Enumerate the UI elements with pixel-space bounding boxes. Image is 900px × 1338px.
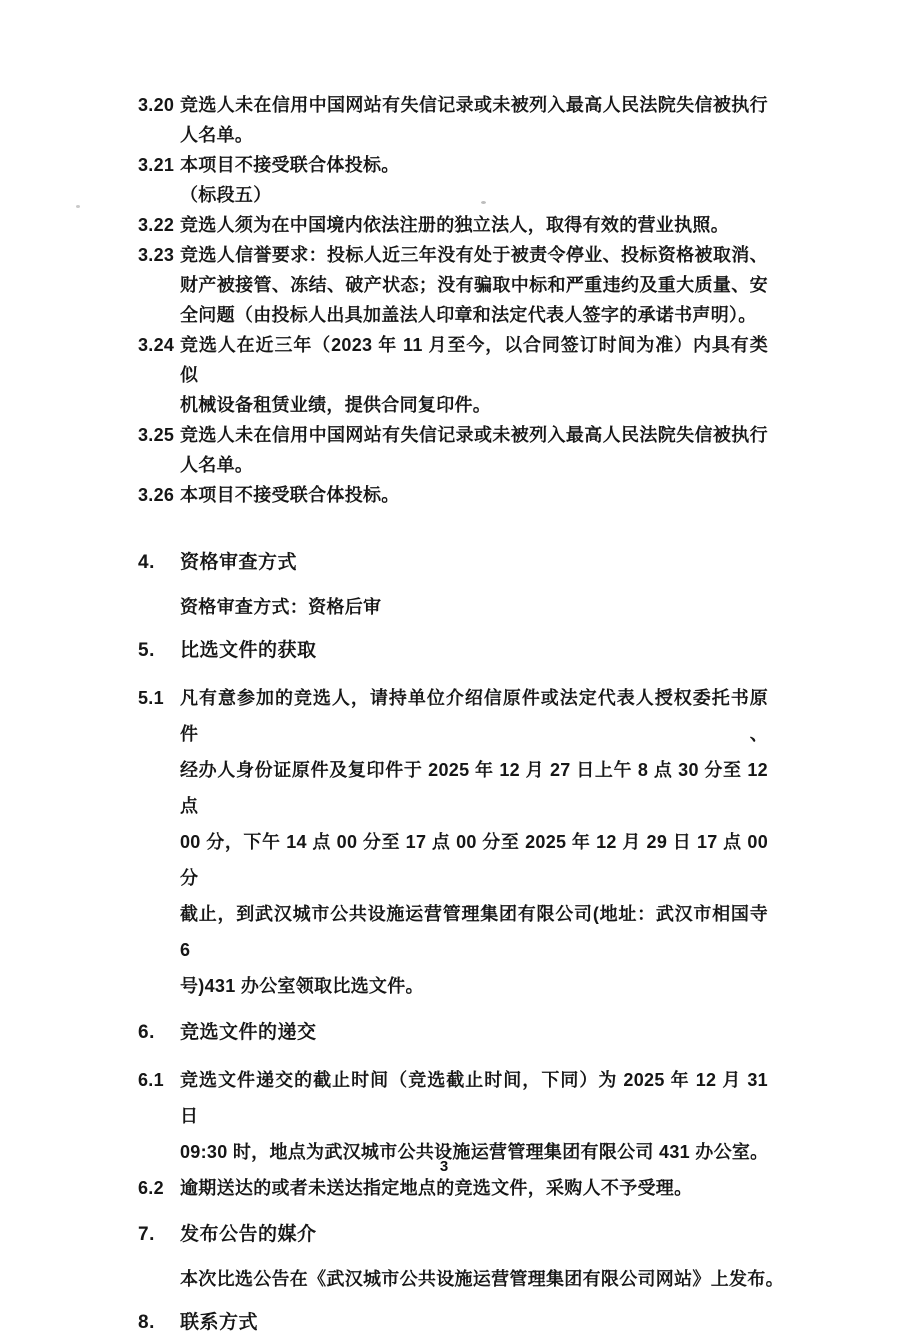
item-number: 5.1: [138, 688, 164, 708]
section-heading: [138, 548, 778, 578]
item-lines: [180, 592, 778, 622]
item-lines: [180, 480, 778, 510]
section-title: 发布公告的媒介: [180, 1224, 317, 1245]
item-lines: [180, 90, 778, 150]
item-lines: [180, 1062, 778, 1170]
item-lines: [180, 680, 778, 1004]
text-line: 财产被接管、冻结、破产状态；没有骗取中标和严重违约及重大质量、安: [180, 275, 768, 295]
item-number: 3.26: [138, 485, 175, 505]
section-heading: [138, 1308, 778, 1338]
list-item: [138, 680, 778, 1004]
text-line: 00 分，下午 14 点 00 分至 17 点 00 分至 2025 年 12 月 29 日 17 点 00 分: [180, 832, 768, 888]
scan-speck: [76, 205, 80, 208]
item-number: 3.21: [138, 155, 175, 175]
item-number: 3.24: [138, 335, 175, 355]
item-lines: [180, 240, 778, 330]
item-number: 3.20: [138, 95, 175, 115]
document-body: [138, 90, 784, 1338]
text-line: 本项目不接受联合体投标。: [180, 485, 400, 505]
text-line: （标段五）: [180, 185, 272, 205]
list-item: [138, 180, 778, 210]
text-line: 09:30 时，地点为武汉城市公共设施运营管理集团有限公司 431 办公室。: [180, 1142, 769, 1162]
text-line: 机械设备租赁业绩，提供合同复印件。: [180, 395, 492, 415]
text-line: 截止，到武汉城市公共设施运营管理集团有限公司(地址：武汉市相国寺 6: [180, 904, 768, 960]
list-item: [138, 90, 778, 150]
section-heading: [138, 1018, 778, 1048]
item-lines: [180, 330, 778, 420]
list-item: [138, 150, 778, 180]
text-line: 经办人身份证原件及复印件于 2025 年 12 月 27 日上午 8 点 30 分至 12 点: [180, 760, 768, 816]
text-line: 竞选人未在信用中国网站有失信记录或未被列入最高人民法院失信被执行: [180, 425, 768, 445]
text-line: 人名单。: [180, 455, 254, 475]
list-item: [138, 240, 778, 330]
section-heading: [138, 1220, 778, 1250]
item-lines: [180, 420, 778, 480]
text-line: 竞选人须为在中国境内依法注册的独立法人，取得有效的营业执照。: [180, 215, 729, 235]
item-number: 3.23: [138, 245, 175, 265]
text-line: 本项目不接受联合体投标。: [180, 155, 400, 175]
text-line: 资格审查方式：资格后审: [180, 597, 382, 617]
page-number: 3: [439, 1158, 449, 1175]
list-item: [138, 330, 778, 420]
list-item: [138, 1170, 778, 1206]
section-number: 8.: [138, 1312, 155, 1333]
section-number: 4.: [138, 552, 155, 573]
section-number: 5.: [138, 640, 155, 661]
list-item: [138, 592, 778, 622]
item-lines: [180, 210, 778, 240]
item-number: 3.25: [138, 425, 175, 445]
text-line: 全问题（由投标人出具加盖法人印章和法定代表人签字的承诺书声明）。: [180, 305, 757, 325]
list-item: [138, 210, 778, 240]
text-line: 逾期送达的或者未送达指定地点的竞选文件，采购人不予受理。: [180, 1178, 693, 1198]
section-title: 联系方式: [180, 1312, 259, 1333]
item-lines: [180, 1264, 784, 1294]
list-item: [138, 1062, 778, 1170]
section-title: 比选文件的获取: [180, 640, 317, 661]
section-number: 6.: [138, 1022, 155, 1043]
item-lines: [180, 1170, 778, 1206]
item-number: 3.22: [138, 215, 175, 235]
text-line: 凡有意参加的竞选人，请持单位介绍信原件或法定代表人授权委托书原件、: [180, 688, 768, 744]
text-line: 号)431 办公室领取比选文件。: [180, 976, 424, 996]
text-line: 人名单。: [180, 125, 254, 145]
list-item: [138, 1264, 784, 1294]
item-number: 6.1: [138, 1070, 164, 1090]
item-lines: [180, 180, 778, 210]
text-line: 竞选人未在信用中国网站有失信记录或未被列入最高人民法院失信被执行: [180, 95, 768, 115]
list-item: [138, 420, 778, 480]
text-line: 竞选文件递交的截止时间（竞选截止时间，下同）为 2025 年 12 月 31 日: [180, 1070, 768, 1126]
list-item: [138, 480, 778, 510]
text-line: 竞选人在近三年（2023 年 11 月至今，以合同签订时间为准）内具有类似: [180, 335, 768, 385]
section-number: 7.: [138, 1224, 155, 1245]
text-line: 本次比选公告在《武汉城市公共设施运营管理集团有限公司网站》上发布。: [180, 1269, 784, 1289]
item-number: 6.2: [138, 1178, 164, 1198]
text-line: 竞选人信誉要求：投标人近三年没有处于被责令停业、投标资格被取消、: [180, 245, 768, 265]
section-title: 竞选文件的递交: [180, 1022, 317, 1043]
section-heading: [138, 636, 778, 666]
item-lines: [180, 150, 778, 180]
section-title: 资格审查方式: [180, 552, 298, 573]
